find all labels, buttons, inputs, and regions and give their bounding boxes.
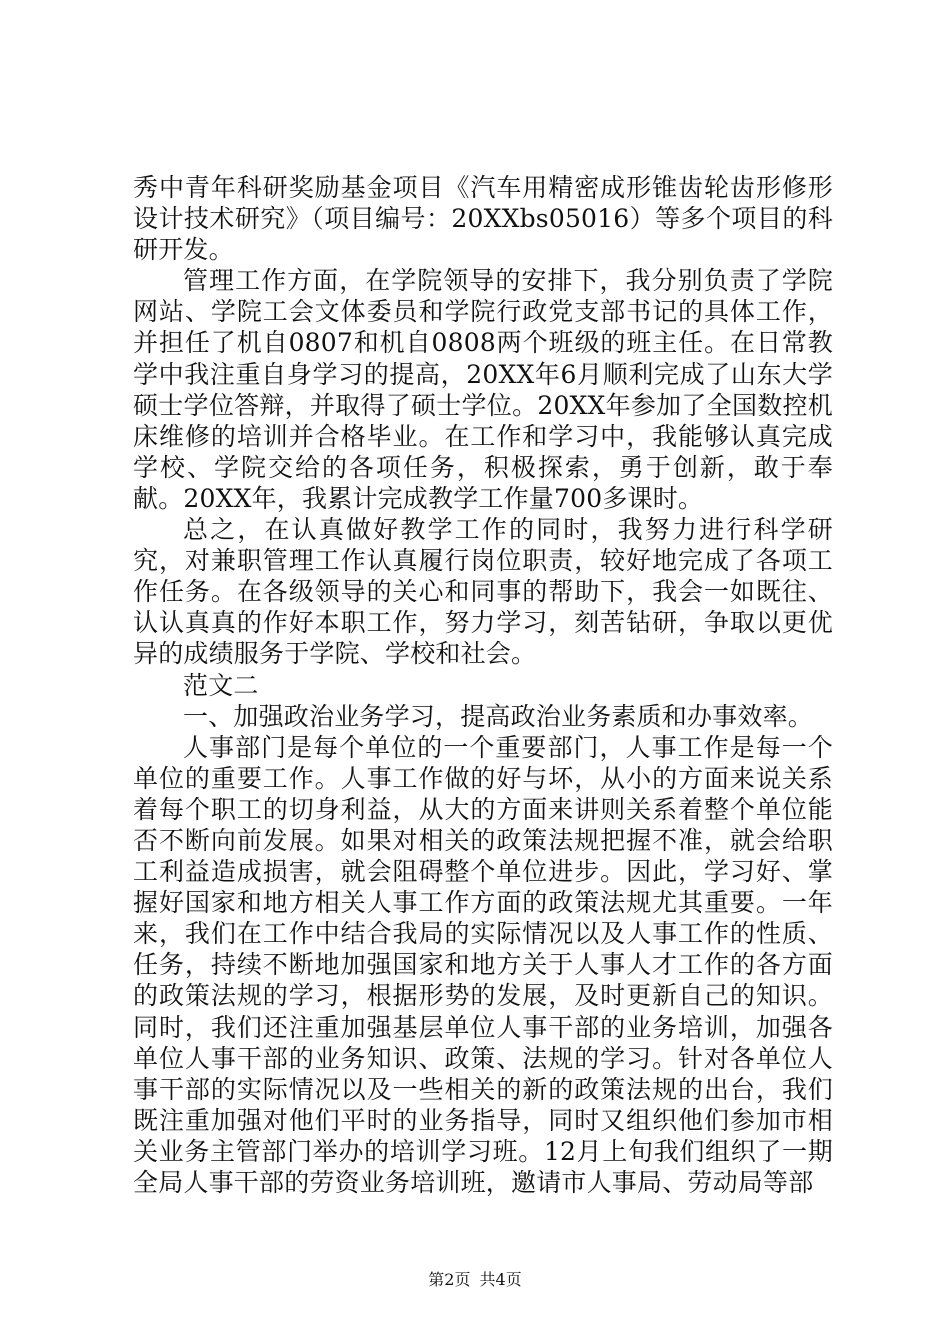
paragraph-continuation: 秀中青年科研奖励基金项目《汽车用精密成形锥齿轮齿形修形设计技术研究》（项目编号：20XXbs05016）等多个项目的科研开发。: [133, 173, 833, 265]
section-heading-sample-two: 范文二: [183, 670, 259, 700]
document-body: [133, 172, 833, 1198]
paragraph-summary: 总之，在认真做好教学工作的同时，我努力进行科学研究，对兼职管理工作认真履行岗位职责，较好地完成了各项工作任务。在各级领导的关心和同事的帮助下，我会一如既往、认认真真的作好本职工作，努力学习，刻苦钻研，争取以更优异的成绩服务于学院、学校和社会。: [133, 515, 833, 669]
page-total: 共4页: [479, 1270, 522, 1289]
section-heading-political-study: 一、加强政治业务学习，提高政治业务素质和办事效率。: [183, 701, 814, 731]
page-number: 第2页: [428, 1270, 471, 1289]
paragraph-personnel-department: 人事部门是每个单位的一个重要部门，人事工作是每一个单位的重要工作。人事工作做的好与坏，从小的方面来说关系着每个职工的切身利益，从大的方面来讲则关系着整个单位能否不断向前发展。如果对相关的政策法规把握不准，就会给职工利益造成损害，就会阻碍整个单位进步。因此，学习好、掌握好国家和地方相关人事工作方面的政策法规尤其重要。一年来，我们在工作中结合我局的实际情况以及人事工作的性质、任务，持续不断地加强国家和地方关于人事人才工作的各方面的政策法规的学习，根据形势的发展，及时更新自己的知识。同时，我们还注重加强基层单位人事干部的业务培训，加强各单位人事干部的业务知识、政策、法规的学习。针对各单位人事干部的实际情况以及一些相关的新的政策法规的出台，我们既注重加强对他们平时的业务指导，同时又组织他们参加市相关业务主管部门举办的培训学习班。12月上旬我们组织了一期全局人事干部的劳资业务培训班，邀请市人事局、劳动局等部: [133, 732, 833, 1197]
paragraph-management-work: 管理工作方面，在学院领导的安排下，我分别负责了学院网站、学院工会文体委员和学院行政党支部书记的具体工作，并担任了机自0807和机自0808两个班级的班主任。在日常教学中我注重自身学习的提高，20XX年6月顺利完成了山东大学硕士学位答辩，并取得了硕士学位。20XX年参加了全国数控机床维修的培训并合格毕业。在工作和学习中，我能够认真完成学校、学院交给的各项任务，积极探索，勇于创新，敢于奉献。20XX年，我累计完成教学工作量700多课时。: [133, 266, 833, 513]
page-footer: [0, 1270, 950, 1290]
